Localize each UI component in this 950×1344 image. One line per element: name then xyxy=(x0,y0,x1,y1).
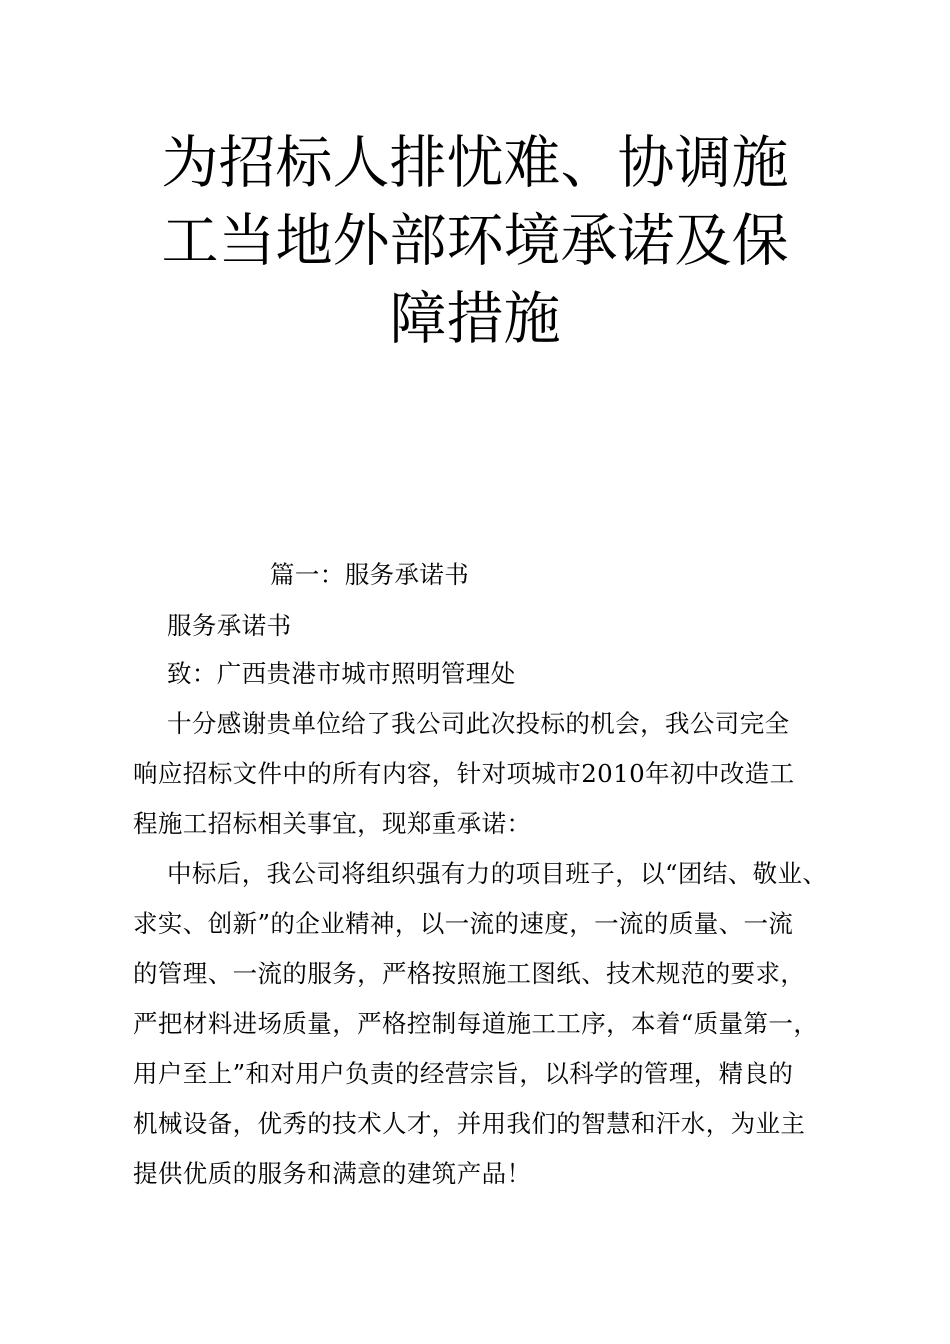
body-line: 响应招标文件中的所有内容，针对项城市2010年初中改造工 xyxy=(133,759,795,788)
body-line: 求实、创新”的企业精神，以一流的速度，一流的质量、一流 xyxy=(133,909,794,938)
body-line: 十分感谢贵单位给了我公司此次投标的机会，我公司完全 xyxy=(167,709,790,738)
body-line: 的管理、一流的服务，严格按照施工图纸、技术规范的要求， xyxy=(133,959,806,988)
letter-title: 服务承诺书 xyxy=(167,611,292,640)
body-line: 中标后，我公司将组织强有力的项目班子，以“团结、敬业、 xyxy=(167,859,828,888)
body-line: 提供优质的服务和满意的建筑产品！ xyxy=(133,1159,532,1188)
chapter-heading: 篇一：服务承诺书 xyxy=(270,560,470,589)
body-line: 程施工招标相关事宜，现郑重承诺： xyxy=(133,809,532,838)
body-line: 用户至上”和对用户负责的经营宗旨，以科学的管理，精良的 xyxy=(133,1059,794,1088)
document-title-line-3: 障措施 xyxy=(389,286,561,352)
document-title-line-1: 为招标人排忧难、协调施 xyxy=(161,130,789,196)
body-line: 严把材料进场质量，严格控制每道施工工序，本着“质量第一， xyxy=(133,1009,819,1038)
body-line: 机械设备，优秀的技术人才，并用我们的智慧和汗水，为业主 xyxy=(133,1109,806,1138)
document-title-line-2: 工当地外部环境承诺及保 xyxy=(161,208,789,274)
recipient-line: 致：广西贵港市城市照明管理处 xyxy=(167,659,516,688)
